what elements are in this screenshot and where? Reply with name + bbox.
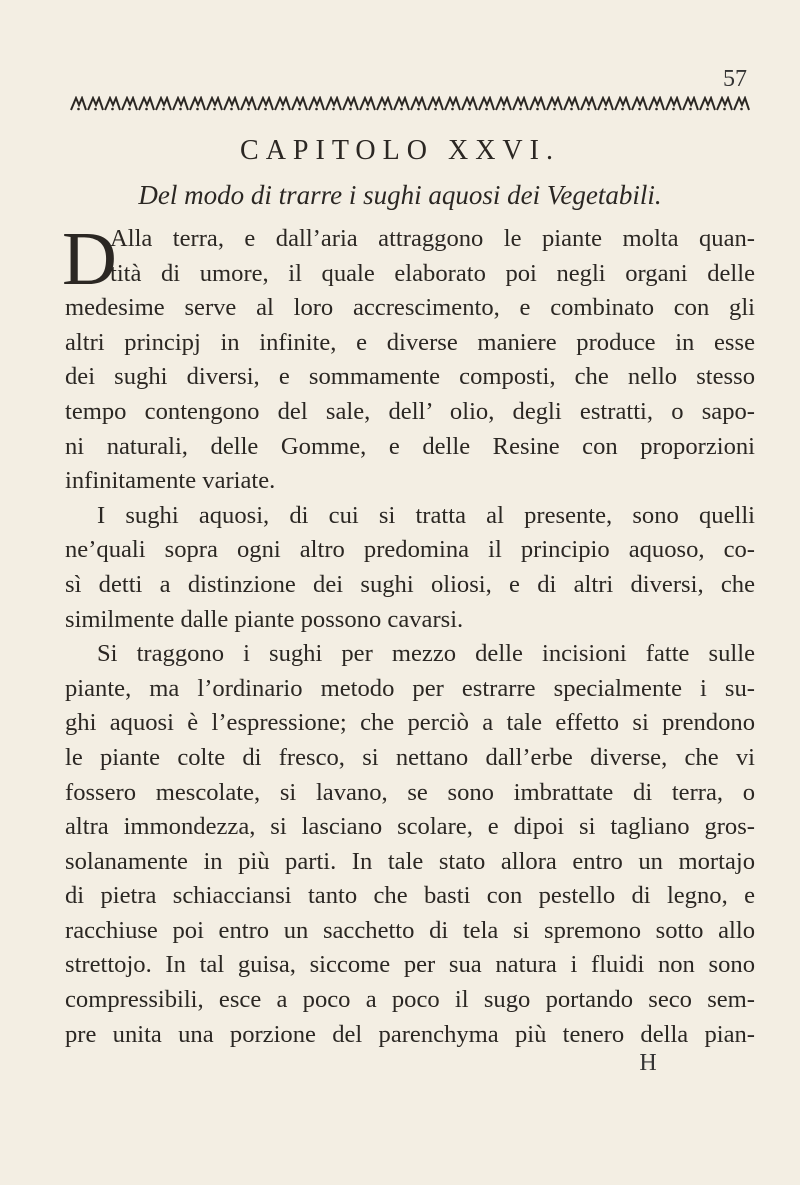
text-line: racchiuse poi entro un sacchetto di tela si spremono sotto allo: [65, 916, 755, 944]
text-line: tempo contengono del sale, dell’ olio, degli estratti, o sapo-: [65, 397, 755, 425]
text-line: fossero mescolate, si lavano, se sono imbrattate di terra, o: [65, 778, 755, 806]
text-line: similmente dalle piante possono cavarsi.: [65, 605, 464, 633]
text-line: tità di umore, il quale elaborato poi negli organi delle: [110, 259, 755, 287]
text-line: ne’quali sopra ogni altro predomina il principio aquoso, co-: [65, 536, 755, 564]
body-text: [65, 222, 755, 1052]
text-line: pre unita una porzione del parenchyma più tenero della pian-: [65, 1020, 755, 1048]
text-line: medesime serve al loro accrescimento, e combinato con gli: [65, 294, 755, 322]
text-line: ghi aquosi è l’espressione; che perciò a tale effetto si prendono: [65, 709, 755, 737]
text-line: infinitamente variate.: [65, 467, 276, 495]
text-line: altri principj in infinite, e diverse maniere produce in esse: [65, 328, 755, 356]
text-line: piante, ma l’ordinario metodo per estrarre specialmente i su-: [65, 674, 755, 702]
chapter-heading: CAPITOLO XXVI.: [240, 135, 560, 166]
text-line: di pietra schiacciansi tanto che basti con pestello di legno, e: [65, 882, 755, 910]
text-line: I sughi aquosi, di cui si tratta al presente, sono quelli: [97, 501, 755, 529]
text-line: compressibili, esce a poco a poco il sugo portando seco sem-: [65, 986, 755, 1014]
signature-mark: H: [639, 1050, 657, 1076]
drop-cap: D: [62, 217, 117, 301]
text-line: le piante colte di fresco, si nettano dall’erbe diverse, che vi: [65, 743, 755, 771]
page-number: 57: [723, 66, 747, 92]
text-line: Si traggono i sughi per mezzo delle incisioni fatte sulle: [97, 640, 755, 668]
text-line: sì detti a distinzione dei sughi oliosi, e di altri diversi, che: [65, 570, 755, 598]
text-line: dei sughi diversi, e sommamente composti, che nello stesso: [65, 363, 755, 391]
ornament-band: [70, 96, 750, 112]
text-line: strettojo. In tal guisa, siccome per sua natura i fluidi non sono: [65, 951, 755, 979]
text-line: ni naturali, delle Gomme, e delle Resine con proporzioni: [65, 432, 755, 460]
text-line: altra immondezza, si lasciano scolare, e dipoi si tagliano gros-: [65, 813, 755, 841]
text-line: solanamente in più parti. In tale stato allora entro un mortajo: [65, 847, 755, 875]
text-line: Alla terra, e dall’aria attraggono le piante molta quan-: [110, 225, 755, 252]
chapter-title: Del modo di trarre i sughi aquosi dei Vegetabili.: [138, 180, 662, 210]
